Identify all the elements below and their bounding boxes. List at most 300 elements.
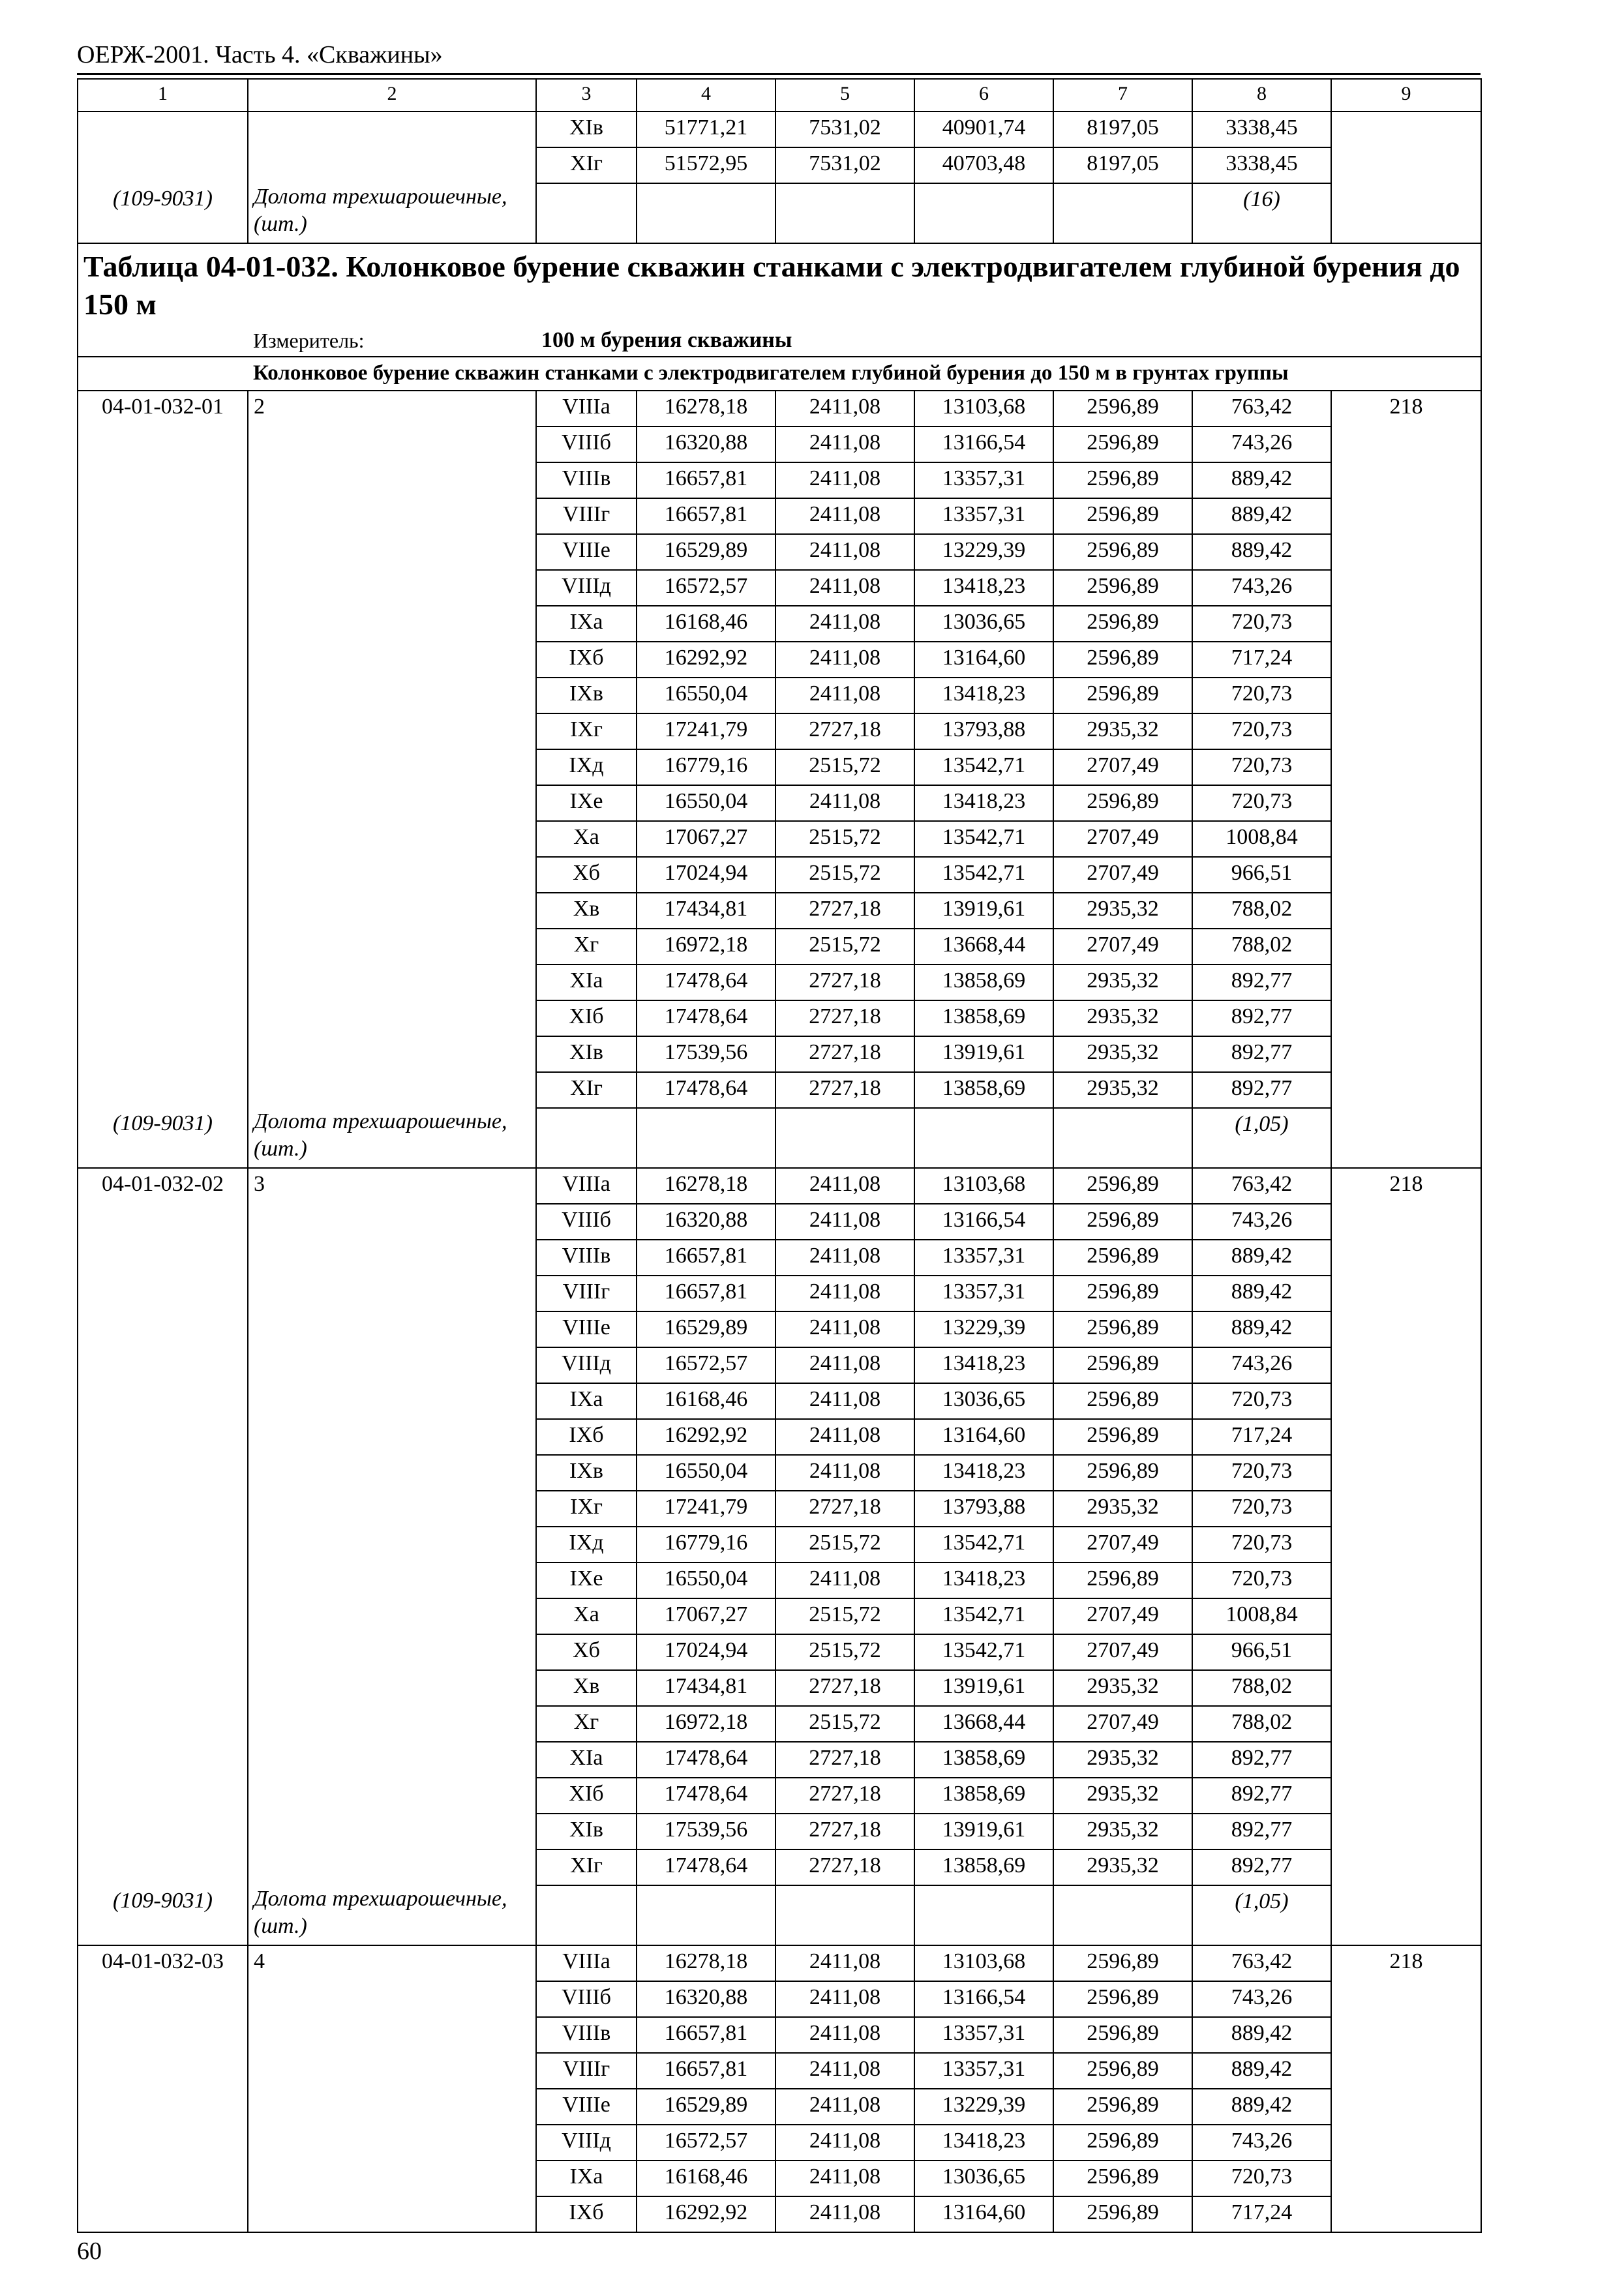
cell-v7: 2596,89 [1053,1419,1192,1455]
cell-soil-group: Xг [536,1706,637,1742]
cell-code [78,462,248,498]
column-number: 4 [637,79,775,112]
cell-code [78,1347,248,1383]
cell-v5: 2411,08 [775,1383,914,1419]
cell-v8: 743,26 [1192,1347,1331,1383]
cell-col9 [1331,929,1481,965]
cell-v5: 2727,18 [775,1036,914,1072]
cell-code [78,965,248,1000]
cell-v4: 16278,18 [637,1945,775,1981]
cell-v6: 13103,68 [914,1168,1053,1204]
note-code: (109-9031) [78,183,248,243]
cell-name [248,147,536,183]
cell-v6: 13036,65 [914,606,1053,642]
cell-v5: 2411,08 [775,2089,914,2125]
note-empty-cell [914,183,1053,243]
table-row [78,1455,1481,1491]
table-row [78,1168,1481,1204]
cell-v4: 16972,18 [637,929,775,965]
cell-v6: 13542,71 [914,1527,1053,1563]
cell-v6: 13164,60 [914,2196,1053,2232]
column-number: 7 [1053,79,1192,112]
cell-name [248,857,536,893]
table-row [78,1778,1481,1814]
cell-v4: 17478,64 [637,1778,775,1814]
cell-v8: 1008,84 [1192,821,1331,857]
cell-code [78,1527,248,1563]
cell-v7: 2935,32 [1053,893,1192,929]
note-empty-cell [1053,1885,1192,1945]
cell-col9 [1331,1634,1481,1670]
cell-col9 [1331,1311,1481,1347]
cell-v6: 13919,61 [914,1670,1053,1706]
cell-code [78,857,248,893]
cell-v6: 13858,69 [914,1849,1053,1885]
table-row [78,1036,1481,1072]
table-row [78,2161,1481,2196]
cell-v8: 3338,45 [1192,147,1331,183]
cell-soil-group: IXв [536,678,637,713]
cell-col9 [1331,1742,1481,1778]
cell-v7: 2596,89 [1053,2017,1192,2053]
cell-v8: 892,77 [1192,965,1331,1000]
cell-code [78,929,248,965]
cell-v6: 13858,69 [914,1778,1053,1814]
cell-v5: 2411,08 [775,678,914,713]
cell-v7: 2935,32 [1053,713,1192,749]
cell-col9 [1331,678,1481,713]
cell-name [248,570,536,606]
table-row [78,1419,1481,1455]
cell-name [248,1598,536,1634]
cell-col9 [1331,2196,1481,2232]
cell-v6: 13542,71 [914,857,1053,893]
cell-name [248,2017,536,2053]
cell-col9 [1331,606,1481,642]
cell-v5: 2727,18 [775,965,914,1000]
section-title: Колонковое бурение скважин станками с электродвигателем глубиной бурения до 150 м в грунтах группы [248,357,1481,391]
cell-col9 [1331,1383,1481,1419]
cell-col9 [1331,1778,1481,1814]
cell-v8: 788,02 [1192,929,1331,965]
cell-col9 [1331,570,1481,606]
cell-v6: 13357,31 [914,1240,1053,1276]
cell-v8: 743,26 [1192,1204,1331,1240]
cell-v7: 2596,89 [1053,1240,1192,1276]
cell-v4: 17539,56 [637,1036,775,1072]
cell-v8: 720,73 [1192,713,1331,749]
cell-v6: 13229,39 [914,534,1053,570]
cell-v7: 2596,89 [1053,2161,1192,2196]
table-row [78,1000,1481,1036]
cell-soil-group: VIIIд [536,1347,637,1383]
table-row [78,1849,1481,1885]
table-row [78,1945,1481,1981]
note-qty: (16) [1192,183,1331,243]
cell-v7: 2596,89 [1053,678,1192,713]
cell-code [78,2161,248,2196]
cell-v4: 16529,89 [637,2089,775,2125]
cell-v8: 763,42 [1192,1168,1331,1204]
cell-v8: 892,77 [1192,1778,1331,1814]
cell-v7: 2707,49 [1053,1706,1192,1742]
cell-v8: 720,73 [1192,606,1331,642]
cell-code [78,1563,248,1598]
cell-v6: 13357,31 [914,462,1053,498]
cell-v6: 13793,88 [914,713,1053,749]
cell-v8: 743,26 [1192,570,1331,606]
cell-v6: 13542,71 [914,1634,1053,1670]
cell-v6: 13357,31 [914,2053,1053,2089]
cell-v6: 13229,39 [914,2089,1053,2125]
cell-col9 [1331,1706,1481,1742]
cell-v8: 892,77 [1192,1072,1331,1108]
cell-v7: 8197,05 [1053,112,1192,147]
column-number: 2 [248,79,536,112]
cell-v8: 889,42 [1192,1276,1331,1311]
cell-v4: 16779,16 [637,1527,775,1563]
table-row [78,713,1481,749]
cell-code [78,1072,248,1108]
table-row [78,570,1481,606]
cell-v4: 17067,27 [637,1598,775,1634]
table-row [78,2053,1481,2089]
cell-v4: 17024,94 [637,857,775,893]
cell-name [248,821,536,857]
cell-v4: 16779,16 [637,749,775,785]
note-empty-cell [637,1108,775,1168]
cell-col9 [1331,749,1481,785]
cell-col9 [1331,112,1481,147]
cell-name [248,462,536,498]
cell-v4: 17478,64 [637,1000,775,1036]
table-row [78,462,1481,498]
column-number: 1 [78,79,248,112]
cell-soil-group: Xв [536,893,637,929]
cell-v5: 2411,08 [775,1981,914,2017]
cell-soil-group: VIIIе [536,534,637,570]
cell-v6: 13164,60 [914,1419,1053,1455]
cell-col9 [1331,1563,1481,1598]
cell-code [78,2125,248,2161]
table-row [78,1598,1481,1634]
cell-code [78,1240,248,1276]
resource-note-row [78,1885,1481,1945]
cell-v6: 13418,23 [914,1347,1053,1383]
cell-v6: 13357,31 [914,2017,1053,2053]
table-row [78,749,1481,785]
cell-col9 [1331,2017,1481,2053]
section-title-row [78,357,1481,391]
cell-soil-group: VIIIг [536,498,637,534]
cell-v5: 7531,02 [775,147,914,183]
cell-v4: 51771,21 [637,112,775,147]
cell-v5: 2411,08 [775,785,914,821]
cell-v7: 2596,89 [1053,1276,1192,1311]
cell-v7: 2935,32 [1053,1670,1192,1706]
note-empty-cell [775,1108,914,1168]
cell-soil-group: VIIIе [536,1311,637,1347]
cell-v7: 2596,89 [1053,2125,1192,2161]
cell-code [78,426,248,462]
cell-v8: 889,42 [1192,2089,1331,2125]
cell-v7: 2935,32 [1053,1000,1192,1036]
cell-col9 [1331,1670,1481,1706]
cell-soil-group: VIIIв [536,462,637,498]
cell-v7: 2596,89 [1053,642,1192,678]
cell-v6: 13418,23 [914,785,1053,821]
cell-v6: 13858,69 [914,1742,1053,1778]
cell-v8: 743,26 [1192,2125,1331,2161]
cell-soil-group: VIIIг [536,2053,637,2089]
cell-code [78,2089,248,2125]
table-row [78,1706,1481,1742]
cell-soil-group: IXа [536,1383,637,1419]
cell-v6: 13858,69 [914,1000,1053,1036]
cell-col9 [1331,1000,1481,1036]
cell-v8: 763,42 [1192,391,1331,426]
cell-col9 [1331,1814,1481,1849]
table-row [78,1814,1481,1849]
cell-v4: 16657,81 [637,462,775,498]
cell-col9 [1331,1527,1481,1563]
price-table-body [78,79,1481,2232]
cell-v7: 2596,89 [1053,570,1192,606]
cell-v5: 2411,08 [775,1455,914,1491]
cell-v7: 2596,89 [1053,785,1192,821]
cell-code [78,678,248,713]
resource-note-row [78,183,1481,243]
cell-soil-group: VIIIа [536,391,637,426]
cell-col9 [1331,2161,1481,2196]
cell-v4: 17478,64 [637,1072,775,1108]
cell-v8: 788,02 [1192,893,1331,929]
cell-code [78,1634,248,1670]
table-row [78,1981,1481,2017]
cell-v6: 13919,61 [914,893,1053,929]
measure-label: Измеритель: [253,329,365,352]
cell-soil-group: IXе [536,1563,637,1598]
cell-v7: 2935,32 [1053,965,1192,1000]
table-row [78,785,1481,821]
cell-v8: 717,24 [1192,642,1331,678]
note-code: (109-9031) [78,1108,248,1168]
cell-code [78,2053,248,2089]
cell-col9 [1331,1204,1481,1240]
cell-v4: 17434,81 [637,893,775,929]
cell-code [78,1814,248,1849]
cell-v4: 16657,81 [637,2017,775,2053]
cell-code [78,2017,248,2053]
cell-soil-group: Xа [536,1598,637,1634]
cell-v5: 2411,08 [775,1347,914,1383]
cell-col9 [1331,1036,1481,1072]
cell-v8: 3338,45 [1192,112,1331,147]
cell-v8: 743,26 [1192,1981,1331,2017]
cell-v4: 17241,79 [637,713,775,749]
cell-v7: 2935,32 [1053,1072,1192,1108]
cell-soil-group: IXб [536,1419,637,1455]
cell-v4: 16320,88 [637,426,775,462]
cell-soil-group: XIг [536,1072,637,1108]
cell-name [248,1778,536,1814]
table-row [78,2017,1481,2053]
cell-soil-group: XIа [536,1742,637,1778]
running-header: ОЕРЖ-2001. Часть 4. «Скважины» [77,41,443,68]
cell-v6: 13418,23 [914,1455,1053,1491]
cell-v6: 13166,54 [914,1204,1053,1240]
cell-soil-group: XIв [536,1814,637,1849]
cell-v4: 17478,64 [637,965,775,1000]
cell-code [78,1598,248,1634]
cell-code [78,112,248,147]
price-table [77,78,1482,2233]
column-number: 5 [775,79,914,112]
cell-v7: 2596,89 [1053,498,1192,534]
cell-v6: 13418,23 [914,570,1053,606]
cell-v8: 720,73 [1192,749,1331,785]
cell-v4: 16572,57 [637,1347,775,1383]
cell-name [248,1204,536,1240]
cell-v5: 2411,08 [775,498,914,534]
cell-v7: 2596,89 [1053,462,1192,498]
cell-v4: 16550,04 [637,1455,775,1491]
cell-v6: 13357,31 [914,498,1053,534]
cell-v7: 2596,89 [1053,1981,1192,2017]
cell-code [78,1491,248,1527]
cell-v8: 889,42 [1192,2053,1331,2089]
cell-soil-group: IXе [536,785,637,821]
cell-v4: 16657,81 [637,1240,775,1276]
cell-v4: 17067,27 [637,821,775,857]
note-empty-cell [637,1885,775,1945]
cell-col9: 218 [1331,1168,1481,1204]
cell-col9 [1331,2053,1481,2089]
cell-col9 [1331,1455,1481,1491]
table-row [78,2125,1481,2161]
cell-col9 [1331,857,1481,893]
table-row [78,642,1481,678]
cell-v5: 2411,08 [775,1311,914,1347]
table-row [78,965,1481,1000]
cell-v5: 2515,72 [775,1527,914,1563]
cell-v7: 2596,89 [1053,391,1192,426]
cell-v8: 892,77 [1192,1849,1331,1885]
cell-name [248,678,536,713]
cell-v4: 16572,57 [637,2125,775,2161]
cell-col9: 218 [1331,391,1481,426]
note-empty-cell [775,183,914,243]
cell-col9 [1331,1849,1481,1885]
cell-name [248,1981,536,2017]
note-empty-cell [536,183,637,243]
cell-v5: 2727,18 [775,713,914,749]
cell-v6: 13542,71 [914,1598,1053,1634]
cell-v7: 2596,89 [1053,606,1192,642]
cell-v8: 1008,84 [1192,1598,1331,1634]
cell-v5: 2411,08 [775,1240,914,1276]
table-row [78,498,1481,534]
cell-col9 [1331,1598,1481,1634]
cell-name [248,2125,536,2161]
cell-v5: 2515,72 [775,929,914,965]
cell-name: 2 [248,391,536,426]
cell-v7: 2935,32 [1053,1742,1192,1778]
cell-v6: 13919,61 [914,1814,1053,1849]
cell-v6: 13418,23 [914,678,1053,713]
cell-v8: 720,73 [1192,1383,1331,1419]
cell-soil-group: IXд [536,749,637,785]
cell-v8: 966,51 [1192,1634,1331,1670]
cell-v4: 16657,81 [637,498,775,534]
note-empty-cell [775,1885,914,1945]
cell-code [78,1455,248,1491]
cell-soil-group: IXг [536,1491,637,1527]
cell-code [78,1036,248,1072]
cell-v5: 2411,08 [775,391,914,426]
cell-v4: 16278,18 [637,391,775,426]
cell-v6: 13418,23 [914,2125,1053,2161]
cell-soil-group: XIб [536,1000,637,1036]
cell-code [78,642,248,678]
column-number-row [78,79,1481,112]
cell-v6: 13793,88 [914,1491,1053,1527]
cell-v4: 17024,94 [637,1634,775,1670]
cell-name: 4 [248,1945,536,1981]
cell-v6: 40703,48 [914,147,1053,183]
cell-col9 [1331,965,1481,1000]
cell-v4: 16278,18 [637,1168,775,1204]
cell-v8: 966,51 [1192,857,1331,893]
cell-soil-group: VIIIа [536,1945,637,1981]
cell-code [78,821,248,857]
cell-soil-group: XIв [536,1036,637,1072]
cell-v8: 889,42 [1192,2017,1331,2053]
note-empty-cell [914,1108,1053,1168]
cell-v5: 2515,72 [775,1598,914,1634]
cell-col9 [1331,1072,1481,1108]
column-number: 9 [1331,79,1481,112]
cell-code [78,606,248,642]
cell-v7: 2596,89 [1053,1383,1192,1419]
table-row [78,1527,1481,1563]
cell-name [248,1072,536,1108]
column-number: 8 [1192,79,1331,112]
cell-col9 [1331,1347,1481,1383]
cell-v4: 16320,88 [637,1204,775,1240]
cell-v8: 889,42 [1192,498,1331,534]
cell-v6: 13858,69 [914,965,1053,1000]
cell-v4: 16529,89 [637,534,775,570]
cell-v8: 763,42 [1192,1945,1331,1981]
cell-name [248,1383,536,1419]
cell-name [248,1276,536,1311]
cell-v7: 2935,32 [1053,1814,1192,1849]
cell-code [78,1383,248,1419]
cell-soil-group: XIа [536,965,637,1000]
table-row [78,147,1481,183]
cell-v6: 13166,54 [914,426,1053,462]
cell-v4: 16972,18 [637,1706,775,1742]
table-row [78,893,1481,929]
cell-v4: 16529,89 [637,1311,775,1347]
cell-name [248,606,536,642]
cell-code [78,1311,248,1347]
cell-code [78,1849,248,1885]
cell-v7: 2596,89 [1053,1168,1192,1204]
cell-v7: 2707,49 [1053,1598,1192,1634]
cell-v8: 720,73 [1192,2161,1331,2196]
